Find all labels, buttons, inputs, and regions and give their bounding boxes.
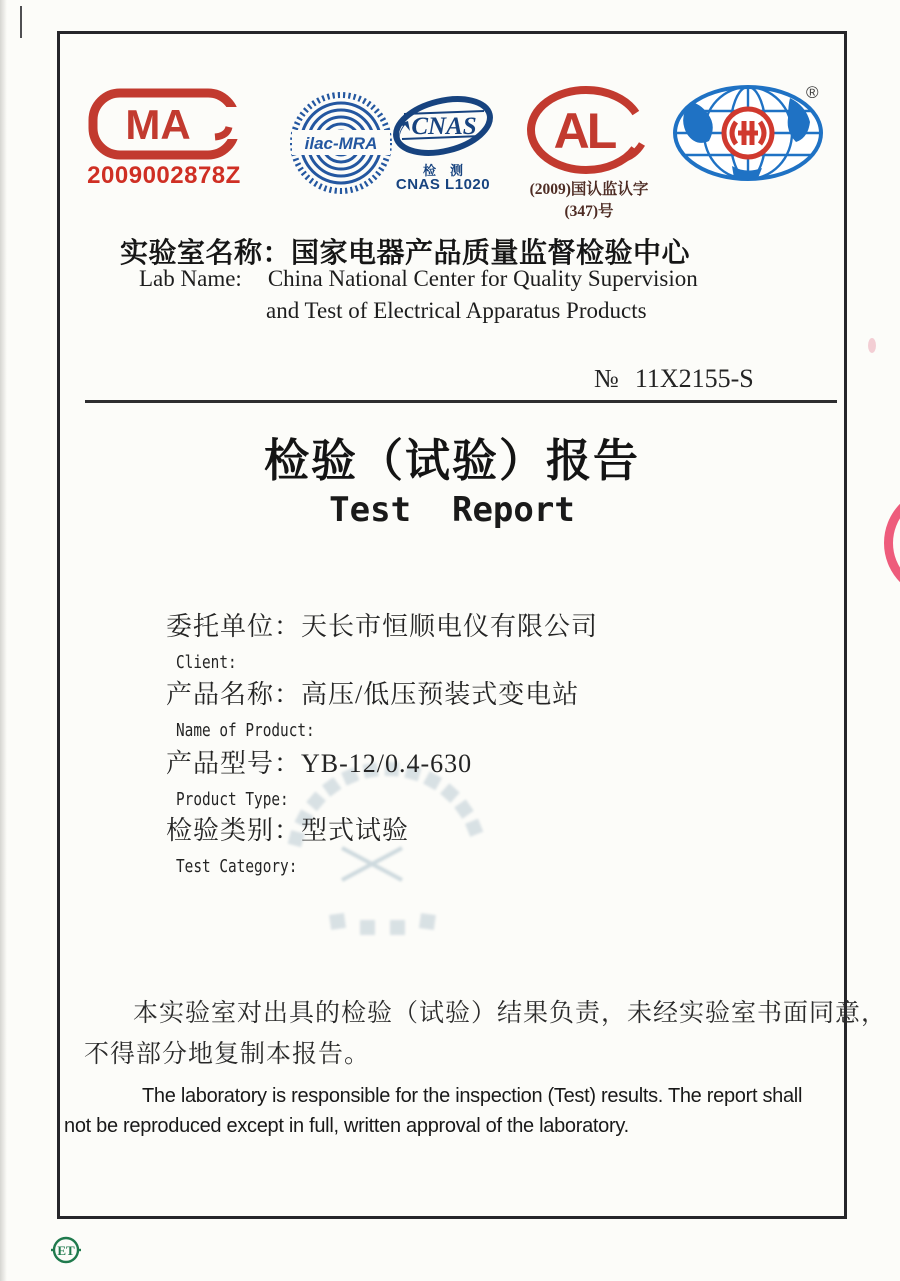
field-row-product-type — [166, 743, 472, 810]
lab-name-zh: 实验室名称：国家电器产品质量监督检验中心 — [120, 237, 691, 268]
field-en-label: Product Type: — [176, 789, 289, 810]
lab-name-en-text: China National Center for Quality Supervision — [267, 266, 698, 291]
statement-en-line1: The laboratory is responsible for the inspection (Test) results. The report shall — [142, 1085, 803, 1107]
lab-name-en-line1 — [139, 266, 698, 292]
field-en-label: Client: — [176, 652, 237, 673]
cma-number: 2009002878Z — [87, 162, 241, 189]
scan-edge-shadow — [0, 0, 7, 1281]
report-title-en: Test Report — [329, 490, 575, 530]
red-stamp-edge — [884, 487, 900, 599]
statement-en-line2: not be reproduced except in full, written approval of the laboratory. — [64, 1115, 629, 1137]
lab-name-en-label: Lab Name: — [139, 266, 242, 291]
lab-name-en-line2: and Test of Electrical Apparatus Products — [266, 298, 647, 323]
ilac-mra-label: ilac-MRA — [304, 134, 378, 153]
ilac-mra-logo — [289, 91, 393, 195]
field-row-test-category — [166, 810, 409, 877]
field-zh: 委托单位：天长市恒顺电仪有限公司 — [166, 612, 599, 641]
pink-ink-mark — [868, 338, 876, 353]
registered-trademark-icon: ® — [806, 83, 819, 102]
cnas-logo — [392, 89, 494, 163]
et-mark-letters: ET — [57, 1243, 75, 1258]
header-divider-line — [85, 400, 837, 403]
field-en-label: Name of Product: — [176, 720, 315, 741]
field-row-client — [166, 606, 598, 673]
report-number-value: 11X2155-S — [634, 364, 754, 393]
cnas-letters: CNAS — [411, 113, 477, 140]
globe-certification-logo — [672, 84, 824, 182]
field-en-label: Test Category: — [176, 856, 298, 877]
numero-sign: № — [594, 364, 619, 393]
field-zh: 产品名称：高压/低压预装式变电站 — [166, 680, 580, 709]
al-letters: AL — [553, 103, 615, 159]
cnas-tagline: 检测 — [422, 163, 477, 178]
cma-logo — [88, 88, 240, 160]
cma-letters: MA — [125, 101, 191, 148]
et-certification-icon — [50, 1234, 82, 1266]
statement-zh-line2: 不得部分地复制本报告。 — [84, 1041, 371, 1068]
report-title-zh: 检验（试验）报告 — [263, 435, 640, 486]
field-zh: 产品型号：YB-12/0.4-630 — [166, 749, 473, 778]
report-number — [594, 364, 754, 394]
cnas-code: CNAS L1020 — [395, 176, 491, 193]
statement-zh-line1: 本实验室对出具的检验（试验）结果负责，未经实验室书面同意， — [133, 1000, 888, 1027]
scan-artifact-line — [20, 6, 22, 38]
field-zh: 检验类别：型式试验 — [166, 816, 410, 845]
al-approval-number: (2009)国认监认字(347)号 — [529, 181, 649, 220]
field-row-product-name — [166, 674, 579, 741]
al-accreditation-logo — [524, 86, 654, 176]
